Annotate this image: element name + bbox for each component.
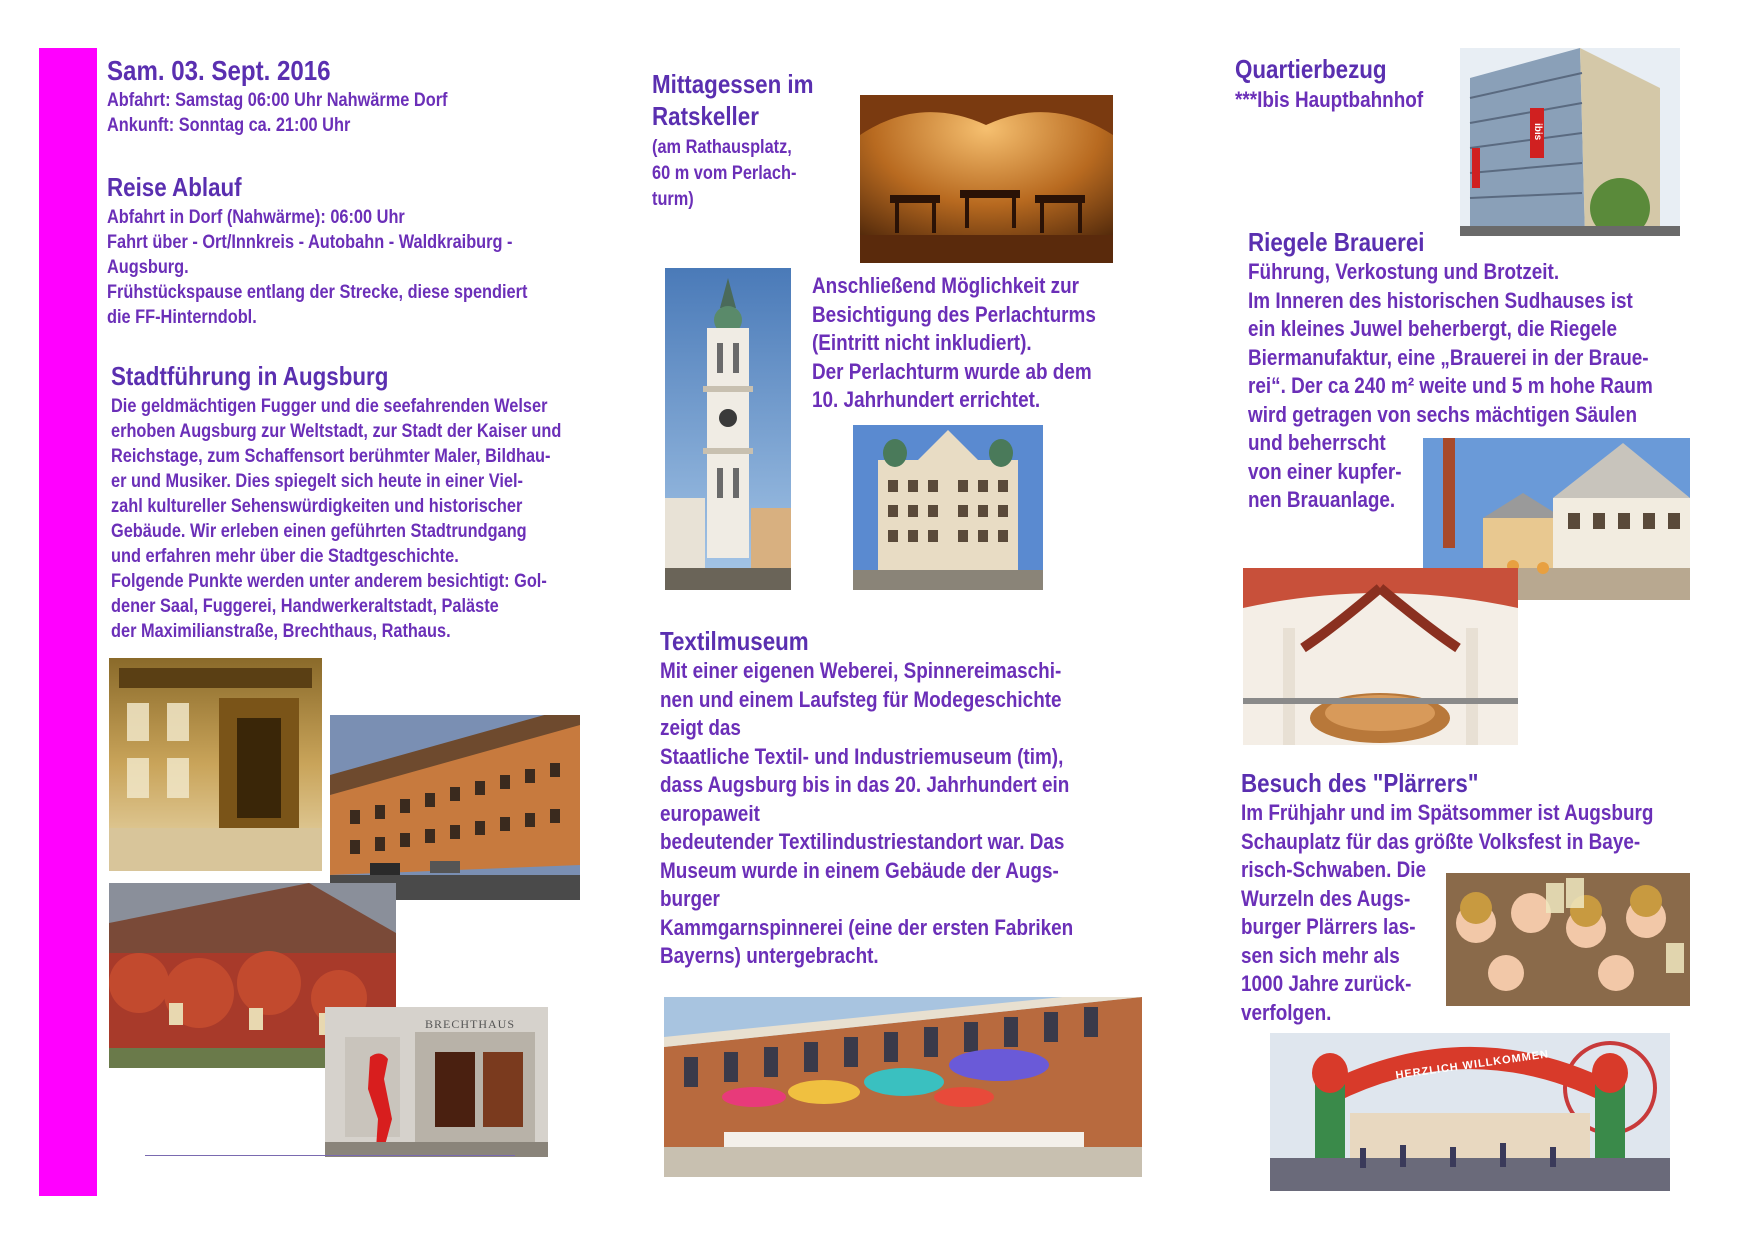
ratskeller-photo bbox=[860, 95, 1113, 263]
hotel-name: ***Ibis Hauptbahnhof bbox=[1235, 87, 1424, 112]
brewery-interior-photo bbox=[1243, 568, 1518, 745]
riegele-line: nen Brauanlage. bbox=[1248, 487, 1396, 512]
textil-line: Museum wurde in einem Gebäude der Augs- bbox=[660, 857, 1059, 883]
plaerrer-line: Schauplatz für das größte Volksfest in Baye- bbox=[1241, 828, 1641, 854]
mittag-sub-line: turm) bbox=[652, 189, 694, 210]
plaerrer-entrance-photo bbox=[1270, 1033, 1670, 1191]
rathaus-photo bbox=[853, 425, 1043, 590]
stadt-line: der Maximilianstraße, Brechthaus, Rathaus. bbox=[111, 621, 451, 642]
perlach-line: Anschließend Möglichkeit zur bbox=[812, 273, 1080, 298]
mittag-title bbox=[652, 68, 814, 132]
textil-text bbox=[660, 657, 1073, 971]
mittag-sub-line: 60 m vom Perlach- bbox=[652, 163, 797, 184]
riegele-title: Riegele Brauerei bbox=[1248, 227, 1425, 257]
perlach-line: (Eintritt nicht inkludiert). bbox=[812, 330, 1032, 355]
plaerrer-line: burger Plärrers las- bbox=[1241, 914, 1416, 939]
riegele-line: Biermanufaktur, eine „Brauerei in der Braue- bbox=[1248, 344, 1649, 370]
perlach-line: 10. Jahrhundert errichtet. bbox=[812, 387, 1041, 412]
plaerrer-line: risch-Schwaben. Die bbox=[1241, 857, 1427, 882]
stadt-line: Folgende Punkte werden unter anderem besichtigt: Gol- bbox=[111, 571, 547, 592]
textil-line: zeigt das bbox=[660, 715, 741, 740]
riegele-line: Führung, Verkostung und Brotzeit. bbox=[1248, 259, 1560, 284]
hotel-photo bbox=[1460, 48, 1680, 236]
perlachturm-photo bbox=[665, 268, 791, 590]
reise-line: Abfahrt in Dorf (Nahwärme): 06:00 Uhr bbox=[107, 207, 405, 228]
golden-hall-photo bbox=[109, 658, 322, 871]
riegele-line: von einer kupfer- bbox=[1248, 458, 1402, 484]
textil-line: nen und einem Laufsteg für Modegeschichte bbox=[660, 686, 1062, 712]
volksfest-crowd-photo bbox=[1446, 873, 1690, 1006]
textil-title: Textilmuseum bbox=[660, 626, 809, 656]
stadt-line: Gebäude. Wir erleben einen geführten Stadtrundgang bbox=[111, 521, 527, 542]
stadt-text bbox=[111, 394, 561, 644]
departure-info: Abfahrt: Samstag 06:00 Uhr Nahwärme Dorf bbox=[107, 90, 448, 111]
mittag-title-line: Mittagessen im bbox=[652, 69, 814, 99]
column-divider-rule bbox=[145, 1155, 515, 1156]
plaerrer-line: Im Frühjahr und im Spätsommer ist Augsburg bbox=[1241, 800, 1654, 825]
plaerrer-line: 1000 Jahre zurück- bbox=[1241, 971, 1412, 996]
brechthaus-sign: BRECHTHAUS bbox=[425, 1017, 516, 1031]
stadt-line: zahl kultureller Sehenswürdigkeiten und historischer bbox=[111, 496, 523, 517]
textil-line: dass Augsburg bis in das 20. Jahrhundert ein bbox=[660, 772, 1070, 797]
stadt-line: er und Musiker. Dies spiegelt sich heute in einer Viel- bbox=[111, 471, 523, 492]
mittag-sub-line: (am Rathausplatz, bbox=[652, 137, 792, 158]
stadt-line: dener Saal, Fuggerei, Handwerkeraltstadt, Paläste bbox=[111, 596, 499, 617]
textil-line: Kammgarnspinnerei (eine der ersten Fabriken bbox=[660, 914, 1074, 940]
stadt-line: Reichstage, zum Schaffensort berühmter Maler, Bildhau- bbox=[111, 446, 551, 467]
trip-date: Sam. 03. Sept. 2016 bbox=[107, 55, 331, 86]
arrival-info: Ankunft: Sonntag ca. 21:00 Uhr bbox=[107, 115, 351, 136]
textil-line: bedeutender Textilindustriestandort war. Das bbox=[660, 829, 1065, 854]
welcome-arch-text: HERZLICH WILLKOMMEN bbox=[1394, 1048, 1550, 1082]
fuggerei-street-photo bbox=[330, 715, 580, 900]
reise-line: Fahrt über - Ort/Innkreis - Autobahn - Waldkraiburg - bbox=[107, 232, 513, 253]
perlach-line: Besichtigung des Perlachturms bbox=[812, 301, 1096, 327]
riegele-line: und beherrscht bbox=[1248, 430, 1386, 455]
plaerrer-line: verfolgen. bbox=[1241, 999, 1332, 1025]
textil-line: Mit einer eigenen Weberei, Spinnereimaschi- bbox=[660, 658, 1062, 683]
reise-title: Reise Ablauf bbox=[107, 172, 242, 202]
plaerrer-line: Wurzeln des Augs- bbox=[1241, 885, 1411, 911]
hotel-sign: ibis bbox=[1532, 123, 1543, 141]
plaerrer-title: Besuch des "Plärrers" bbox=[1241, 768, 1479, 798]
plaerrer-line: sen sich mehr als bbox=[1241, 942, 1400, 968]
stadt-title: Stadtführung in Augsburg bbox=[111, 361, 389, 391]
stadt-line: und erfahren mehr über die Stadtgeschichte. bbox=[111, 546, 459, 567]
textil-line: burger bbox=[660, 886, 720, 911]
reise-line: Frühstückspause entlang der Strecke, diese spendiert bbox=[107, 282, 528, 303]
mittag-subtext bbox=[652, 135, 796, 213]
quartier-title: Quartierbezug bbox=[1235, 54, 1387, 84]
textil-line: Bayerns) untergebracht. bbox=[660, 943, 879, 968]
riegele-line: rei“. Der ca 240 m² weite und 5 m hohe Raum bbox=[1248, 373, 1653, 398]
brechthaus-photo bbox=[325, 1007, 548, 1157]
mittag-title-line: Ratskeller bbox=[652, 101, 759, 131]
textil-line: Staatliche Textil- und Industriemuseum (tim), bbox=[660, 743, 1064, 769]
textilmuseum-photo bbox=[664, 997, 1142, 1177]
perlach-text bbox=[812, 272, 1096, 415]
stadt-line: Die geldmächtigen Fugger und die seefahrenden Welser bbox=[111, 396, 548, 417]
reise-line: Augsburg. bbox=[107, 257, 189, 278]
riegele-line: ein kleines Juwel beherbergt, die Riegele bbox=[1248, 316, 1618, 341]
perlach-line: Der Perlachturm wurde ab dem bbox=[812, 358, 1092, 384]
textil-line: europaweit bbox=[660, 800, 760, 826]
riegele-line: wird getragen von sechs mächtigen Säulen bbox=[1248, 401, 1638, 427]
stadt-line: erhoben Augsburg zur Weltstadt, zur Stadt der Kaiser und bbox=[111, 421, 562, 442]
reise-line: die FF-Hinterndobl. bbox=[107, 307, 257, 328]
reise-text bbox=[107, 205, 527, 330]
accent-bar bbox=[39, 48, 97, 1196]
riegele-line: Im Inneren des historischen Sudhauses ist bbox=[1248, 287, 1633, 313]
